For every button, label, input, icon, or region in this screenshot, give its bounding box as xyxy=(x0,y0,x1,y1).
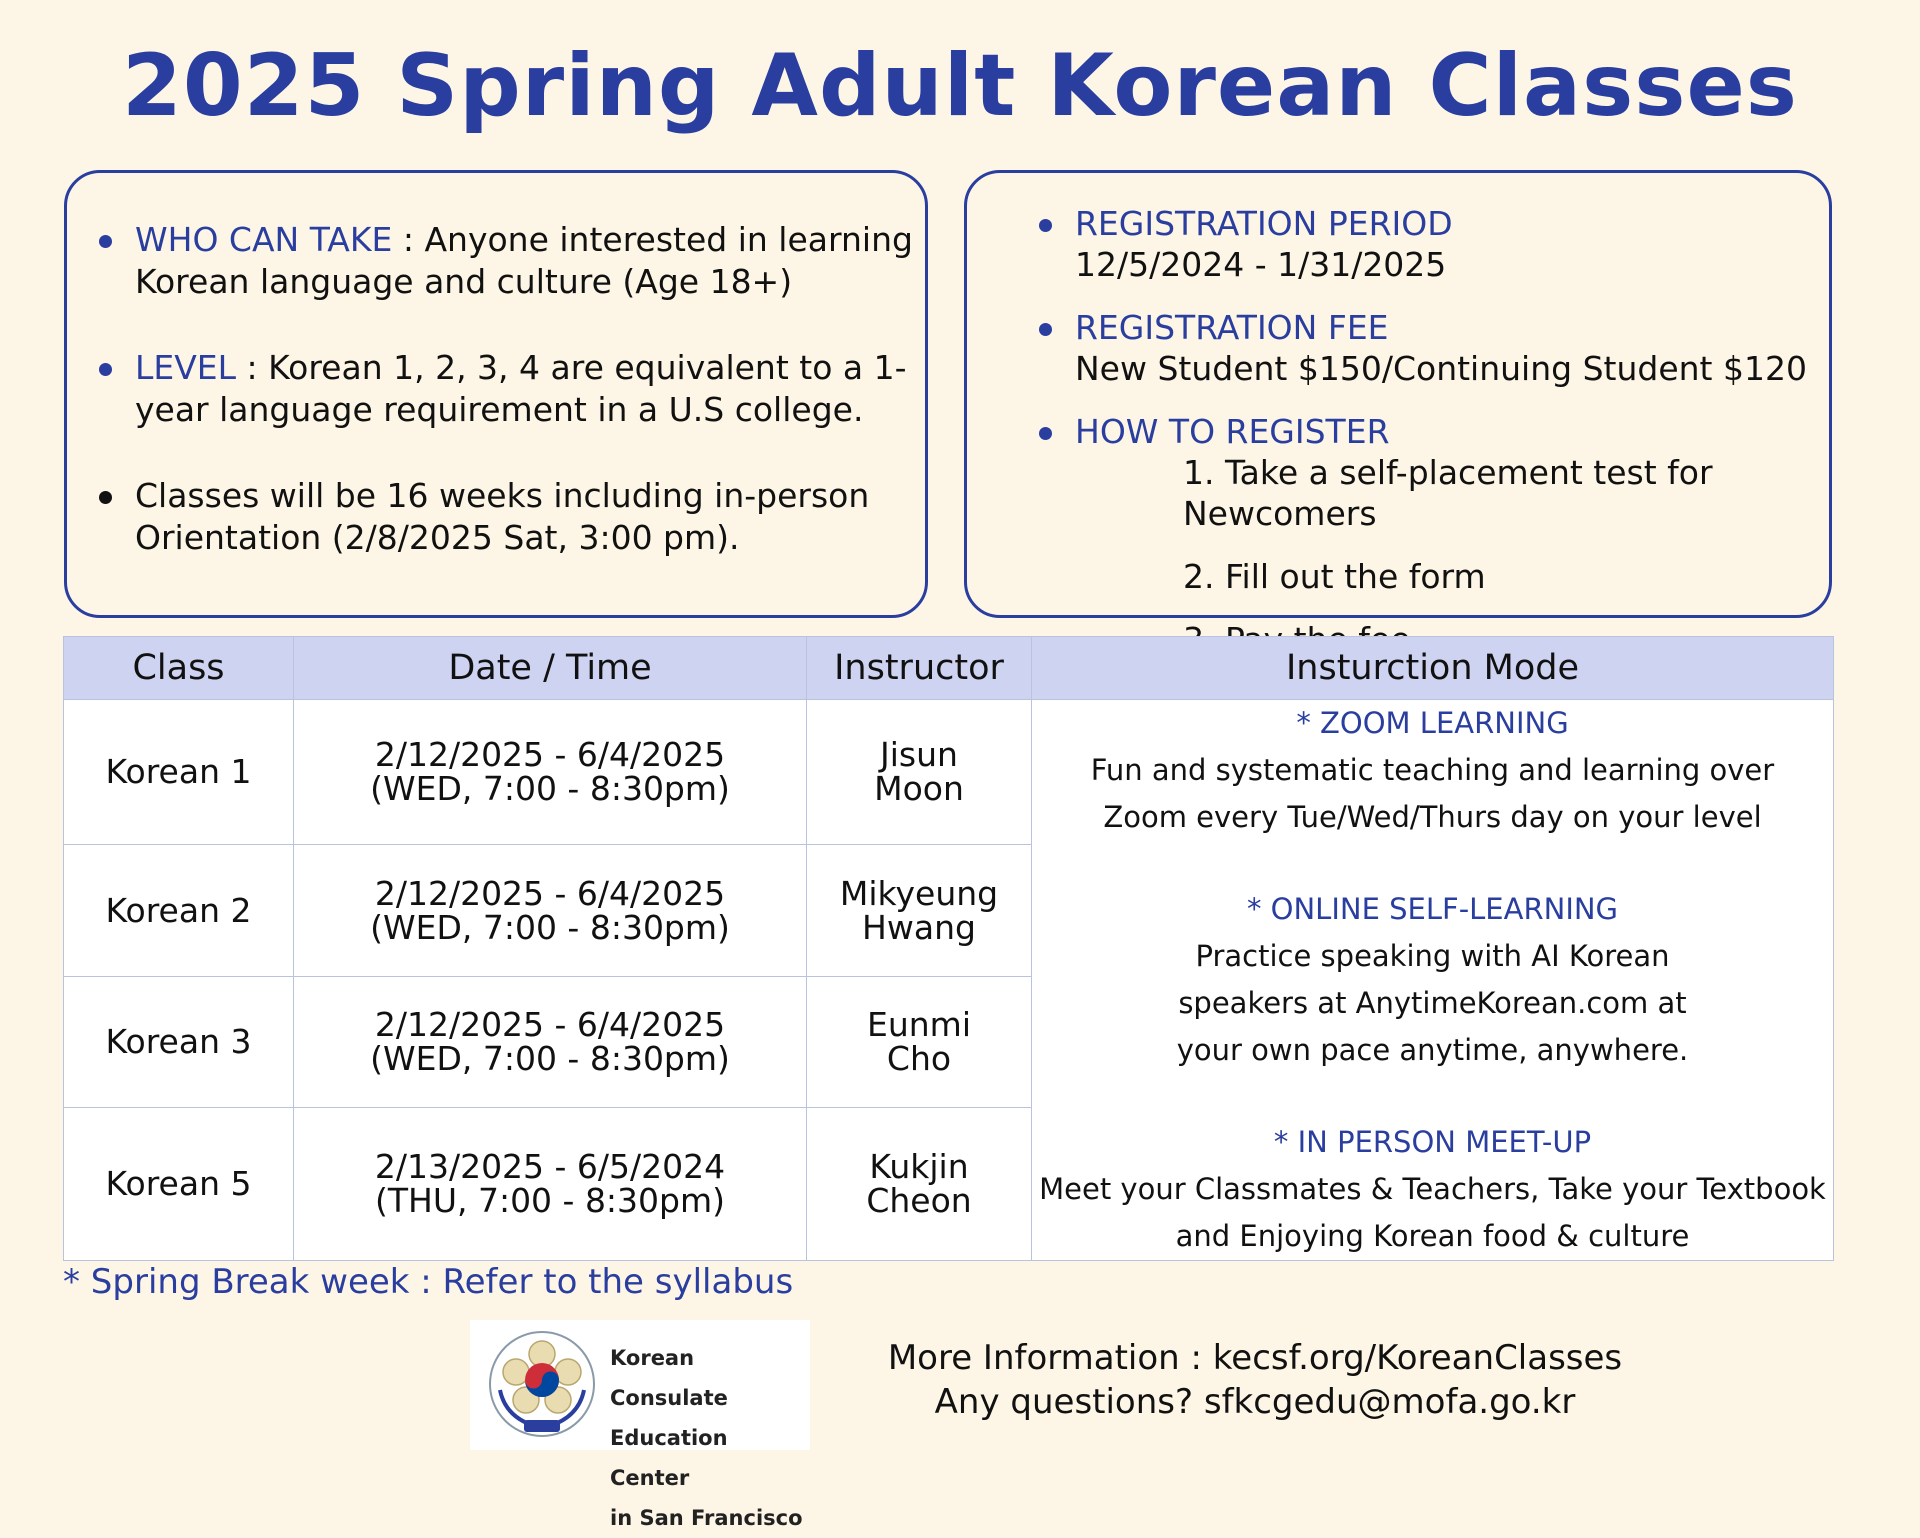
class-cell: Korean 2 xyxy=(64,845,294,977)
class-cell: Korean 5 xyxy=(64,1107,294,1260)
bullet-icon xyxy=(1039,219,1052,232)
instructor-first-name: Kukjin xyxy=(869,1146,969,1186)
instructor-cell xyxy=(807,700,1032,845)
time-range: (WED, 7:00 - 8:30pm) xyxy=(370,1039,730,1079)
time-range: (WED, 7:00 - 8:30pm) xyxy=(370,769,730,809)
header-instructor: Instructor xyxy=(807,637,1032,700)
class-cell: Korean 3 xyxy=(64,977,294,1107)
zoom-learning-heading: * ZOOM LEARNING xyxy=(1296,706,1569,740)
date-time-cell xyxy=(294,700,807,845)
instructor-first-name: Eunmi xyxy=(867,1005,971,1045)
date-range: 2/12/2025 - 6/4/2025 xyxy=(374,1005,726,1045)
instructor-cell xyxy=(807,845,1032,977)
page-title: 2025 Spring Adult Korean Classes xyxy=(122,36,1798,136)
instructor-last-name: Hwang xyxy=(862,907,976,947)
class-cell: Korean 1 xyxy=(64,700,294,845)
bullet-icon xyxy=(1039,427,1052,440)
how-to-register-item xyxy=(967,411,1829,660)
class-schedule-table xyxy=(63,636,1834,1261)
class-length-text: Classes will be 16 weeks including in-person Orientation (2/8/2025 Sat, 3:00 pm). xyxy=(135,476,870,557)
date-time-cell xyxy=(294,845,807,977)
instructor-cell xyxy=(807,1107,1032,1260)
spring-break-note: * Spring Break week : Refer to the syllabus xyxy=(63,1262,794,1302)
time-range: (THU, 7:00 - 8:30pm) xyxy=(374,1180,726,1220)
time-range: (WED, 7:00 - 8:30pm) xyxy=(370,907,730,947)
instructor-last-name: Moon xyxy=(874,769,964,809)
online-self-learning-text: your own pace anytime, anywhere. xyxy=(1176,1033,1689,1067)
registration-fee-label: REGISTRATION FEE xyxy=(1075,308,1389,347)
korea-emblem-icon xyxy=(486,1328,598,1440)
bullet-icon xyxy=(99,235,112,248)
instruction-mode-cell xyxy=(1032,700,1834,1261)
instructor-last-name: Cho xyxy=(886,1039,952,1079)
bullet-icon xyxy=(99,363,112,376)
level-item xyxy=(67,347,925,431)
registration-box xyxy=(964,170,1832,618)
who-can-take-text: : Anyone interested in learning Korean language and culture (Age 18+) xyxy=(135,220,913,301)
consulate-name-line: Education Center xyxy=(610,1426,728,1490)
header-class: Class xyxy=(64,637,294,700)
zoom-learning-text: Fun and systematic teaching and learning over xyxy=(1090,753,1775,787)
online-self-learning-heading: * ONLINE SELF-LEARNING xyxy=(1246,892,1619,926)
registration-steps xyxy=(1075,452,1829,660)
registration-period-item xyxy=(967,203,1829,285)
date-range: 2/12/2025 - 6/4/2025 xyxy=(374,873,726,913)
online-self-learning-text: speakers at AnytimeKorean.com at xyxy=(1178,986,1687,1020)
header-date-time: Date / Time xyxy=(294,637,807,700)
table-row xyxy=(64,700,1834,845)
who-can-take-item xyxy=(67,219,925,303)
registration-step: 2. Fill out the form xyxy=(1183,557,1486,596)
date-range: 2/13/2025 - 6/5/2024 xyxy=(374,1146,726,1186)
bullet-icon xyxy=(99,491,112,504)
in-person-meetup-text: Meet your Classmates & Teachers, Take your Textbook xyxy=(1039,1172,1826,1206)
instructor-first-name: Jisun xyxy=(880,735,958,775)
in-person-meetup-text: and Enjoying Korean food & culture xyxy=(1175,1219,1690,1253)
consulate-name-line: in San Francisco xyxy=(610,1506,803,1530)
header-instruction-mode: Insturction Mode xyxy=(1032,637,1834,700)
eligibility-box xyxy=(64,170,928,618)
registration-period-value: 12/5/2024 - 1/31/2025 xyxy=(1075,245,1447,284)
who-can-take-label: WHO CAN TAKE xyxy=(135,220,393,259)
date-time-cell xyxy=(294,1107,807,1260)
date-time-cell xyxy=(294,977,807,1107)
instructor-first-name: Mikyeung xyxy=(839,873,999,913)
consulate-name xyxy=(610,1338,810,1538)
consulate-logo xyxy=(470,1320,810,1530)
zoom-learning-text: Zoom every Tue/Wed/Thurs day on your level xyxy=(1103,800,1762,834)
date-range: 2/12/2025 - 6/4/2025 xyxy=(374,735,726,775)
registration-step: 1. Take a self-placement test for Newcomers xyxy=(1183,453,1713,533)
level-text: : Korean 1, 2, 3, 4 are equivalent to a 1-year language requirement in a U.S college. xyxy=(135,348,907,429)
bullet-icon xyxy=(1039,323,1052,336)
in-person-meetup-heading: * IN PERSON MEET-UP xyxy=(1273,1125,1592,1159)
registration-period-label: REGISTRATION PERIOD xyxy=(1075,204,1453,243)
class-length-item xyxy=(67,475,925,559)
instructor-last-name: Cheon xyxy=(866,1180,972,1220)
instructor-cell xyxy=(807,977,1032,1107)
consulate-name-line: Korean Consulate xyxy=(610,1346,728,1410)
more-information-link[interactable]: More Information : kecsf.org/KoreanClasses xyxy=(887,1338,1623,1378)
online-self-learning-text: Practice speaking with AI Korean xyxy=(1195,939,1670,973)
questions-email[interactable]: Any questions? sfkcgedu@mofa.go.kr xyxy=(934,1382,1576,1422)
contact-info xyxy=(860,1336,1650,1424)
how-to-register-label: HOW TO REGISTER xyxy=(1075,412,1390,451)
registration-fee-value: New Student $150/Continuing Student $120 xyxy=(1075,349,1807,388)
table-header-row xyxy=(64,637,1834,700)
level-label: LEVEL xyxy=(135,348,237,387)
registration-fee-item xyxy=(967,307,1829,389)
